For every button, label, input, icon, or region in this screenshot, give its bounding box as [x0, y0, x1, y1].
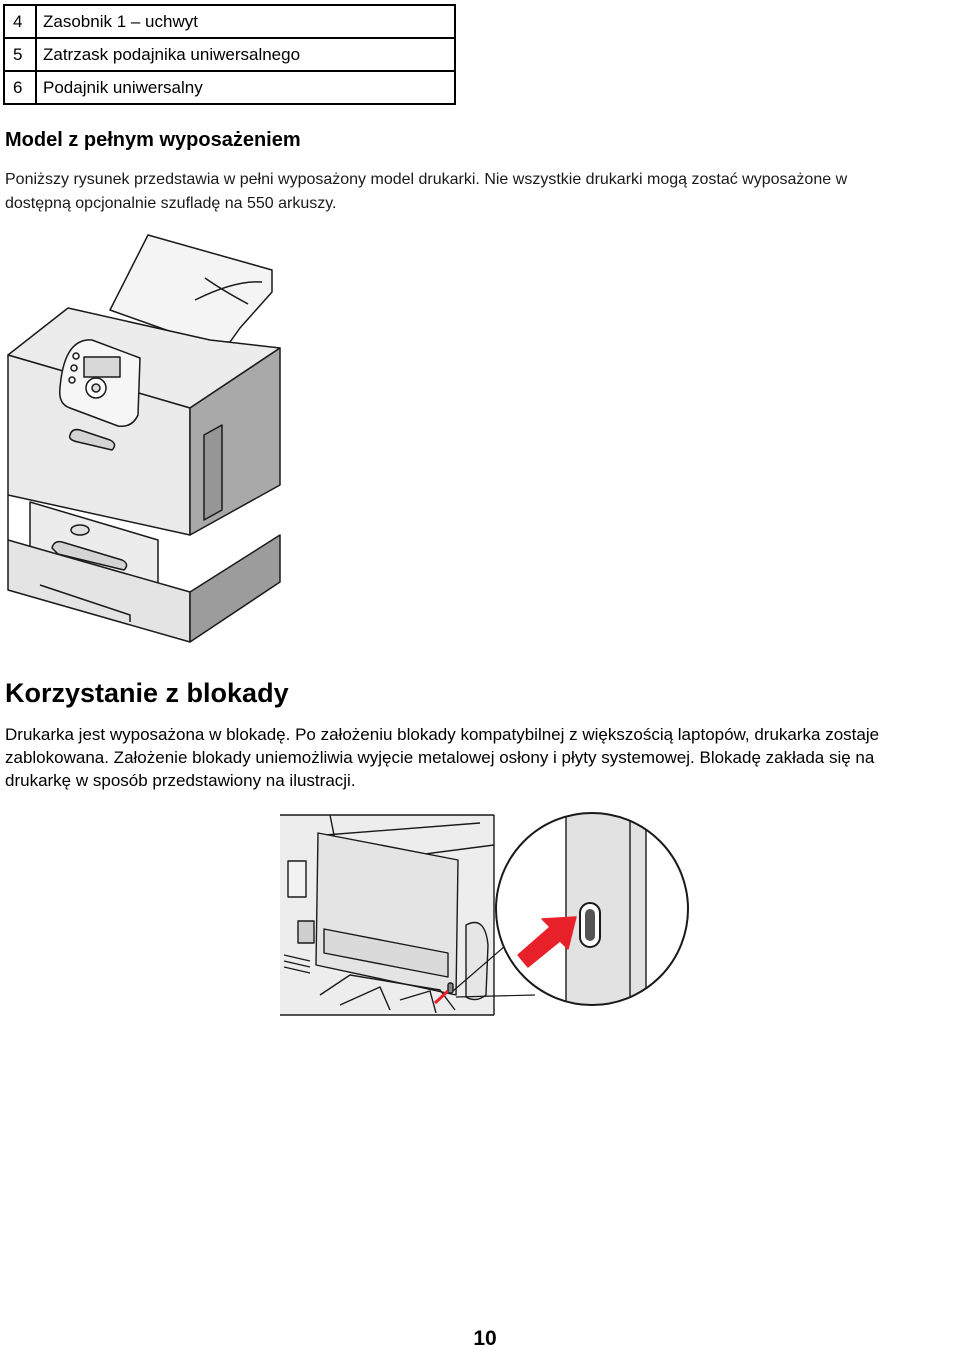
paragraph-line: zablokowana. Założenie blokady uniemożliwia wyjęcie metalowej osłony i płyty systemowej. Blokadę zakłada się na	[5, 748, 875, 767]
paragraph-model	[5, 168, 960, 216]
legend-number: 6	[4, 71, 36, 104]
table-row	[4, 38, 455, 71]
legend-number: 4	[4, 5, 36, 38]
section-heading-lock: Korzystanie z blokady	[5, 678, 289, 708]
legend-label: Podajnik uniwersalny	[36, 71, 455, 104]
paragraph-line: dostępną opcjonalnie szufladę na 550 arkuszy.	[5, 195, 337, 212]
legend-label: Zatrzask podajnika uniwersalnego	[36, 38, 455, 71]
paragraph-line: Drukarka jest wyposażona w blokadę. Po założeniu blokady kompatybilnej z większością laptopów, drukarka zostaje	[5, 725, 880, 744]
legend-table	[3, 4, 456, 105]
lock-slot-illustration	[280, 805, 695, 1017]
paragraph-lock	[5, 723, 960, 792]
table-row	[4, 5, 455, 38]
printer-illustration	[0, 230, 290, 650]
legend-number: 5	[4, 38, 36, 71]
paragraph-line: Poniższy rysunek przedstawia w pełni wyposażony model drukarki. Nie wszystkie drukarki mogą zostać wyposażone w	[5, 171, 848, 188]
paragraph-line: drukarkę w sposób przedstawiony na ilustracji.	[5, 771, 356, 790]
section-heading-model: Model z pełnym wyposażeniem	[5, 129, 301, 151]
legend-label: Zasobnik 1 – uchwyt	[36, 5, 455, 38]
page-number: 10	[473, 1327, 497, 1350]
table-row	[4, 71, 455, 104]
